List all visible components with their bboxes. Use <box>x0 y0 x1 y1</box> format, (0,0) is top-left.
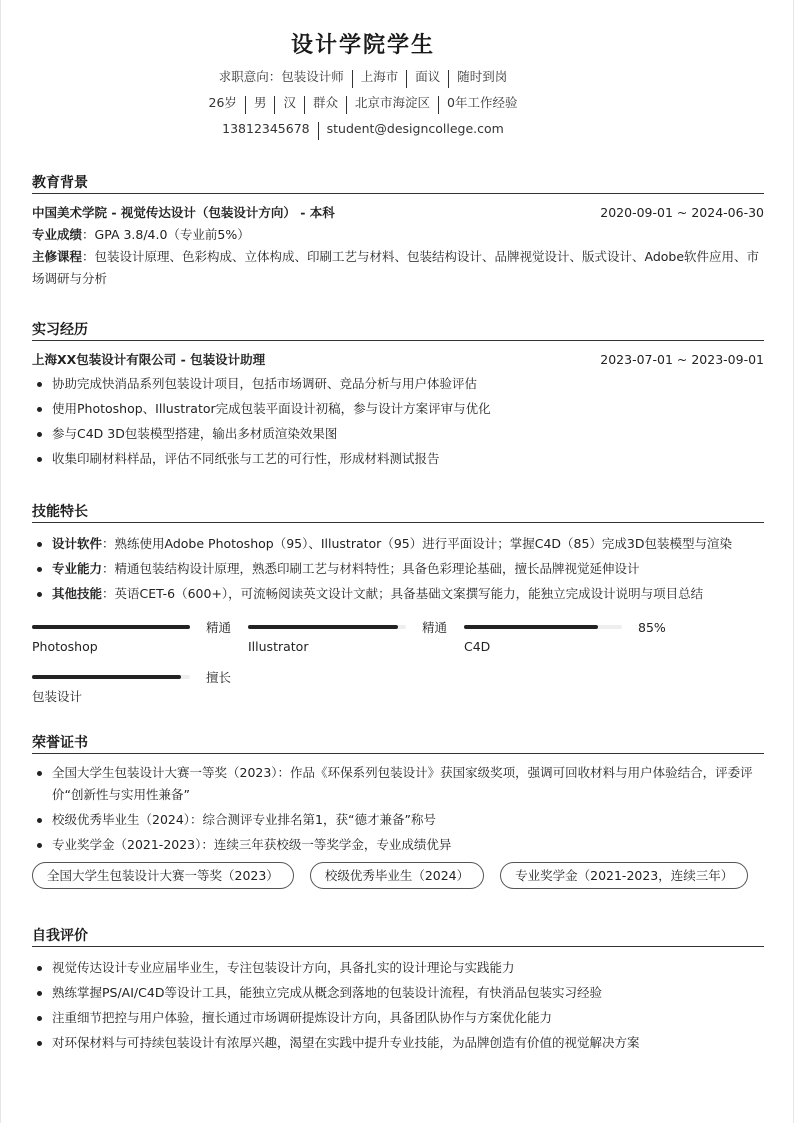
list-item: 协助完成快消品系列包装设计项目，包括市场调研、竞品分析与用户体验评估 <box>32 373 764 395</box>
education-date: 2020-09-01 ~ 2024-06-30 <box>600 205 764 220</box>
skill-bar-row <box>32 617 248 637</box>
list-item: 对环保材料与可持续包装设计有浓厚兴趣，渴望在实践中提升专业技能，为品牌创造有价值的视觉解决方案 <box>32 1032 764 1054</box>
section-education <box>32 172 764 290</box>
skill-track <box>248 625 406 629</box>
section-title-education: 教育背景 <box>32 172 764 194</box>
internship-bullets <box>32 373 764 470</box>
skill-text: ：英语CET-6（600+），可流畅阅读英文设计文献；具备基础文案撰写能力，能独立完成设计说明与项目总结 <box>102 586 704 601</box>
work-experience: 0年工作经验 <box>438 96 525 114</box>
skill-bar-row <box>32 667 248 687</box>
list-item: 专业奖学金（2021-2023）：连续三年获校级一等奖学金，专业成绩优异 <box>32 834 764 856</box>
skill-level: 精通 <box>206 620 232 635</box>
education-row-head <box>32 202 764 224</box>
list-item <box>32 583 764 605</box>
skill-fill <box>32 675 181 679</box>
list-item <box>32 558 764 580</box>
skill-bar-row <box>248 617 464 637</box>
list-item: 使用Photoshop、Illustrator完成包装平面设计初稿，参与设计方案评审与优化 <box>32 398 764 420</box>
skill-track <box>32 625 190 629</box>
list-item: 熟练掌握PS/AI/C4D等设计工具，能独立完成从概念到落地的包装设计流程，有快消品包装实习经验 <box>32 982 764 1004</box>
age: 26岁 <box>208 95 237 110</box>
gpa-line <box>32 224 764 246</box>
company-line: 上海XX包装设计有限公司 - 包装设计助理 <box>32 352 266 367</box>
list-item: 校级优秀毕业生（2024）：综合测评专业排名第1，获“德才兼备”称号 <box>32 809 764 831</box>
email: student@designcollege.com <box>318 122 512 140</box>
skill-fill <box>248 625 398 629</box>
skill-bars <box>32 617 764 717</box>
info-line-job <box>31 66 695 88</box>
list-item: 全国大学生包装设计大赛一等奖（2023）：作品《环保系列包装设计》获国家级奖项，强调可回收材料与用户体验结合，评委评价“创新性与实用性兼备” <box>32 762 764 806</box>
skill-label: 专业能力 <box>52 561 103 576</box>
job-availability: 随时到岗 <box>448 70 515 88</box>
skill-name: Photoshop <box>32 639 98 654</box>
self-bullets <box>32 957 764 1054</box>
skill-track <box>32 675 190 679</box>
internship-date: 2023-07-01 ~ 2023-09-01 <box>600 352 764 367</box>
list-item: 视觉传达设计专业应届毕业生，专注包装设计方向，具备扎实的设计理论与实践能力 <box>32 957 764 979</box>
skill-name: Illustrator <box>248 639 309 654</box>
skills-bullets <box>32 533 764 605</box>
skill-text: ：精通包装结构设计原理，熟悉印刷工艺与材料特性；具备色彩理论基础，擅长品牌视觉延伸设计 <box>102 561 640 576</box>
skill-level: 擅长 <box>206 670 232 685</box>
ethnicity: 汉 <box>274 96 304 114</box>
list-item: 参与C4D 3D包装模型搭建，输出多材质渲染效果图 <box>32 423 764 445</box>
courses-value: ：包装设计原理、色彩构成、立体构成、印刷工艺与材料、包装结构设计、品牌视觉设计、版式设计、Adobe软件应用、市场调研与分析 <box>32 249 760 286</box>
skill-level: 精通 <box>422 620 448 635</box>
honor-tag: 专业奖学金（2021-2023，连续三年） <box>500 862 748 889</box>
honor-tag: 全国大学生包装设计大赛一等奖（2023） <box>32 862 294 889</box>
resume-header <box>31 30 695 140</box>
skill-bar-item <box>32 617 248 667</box>
courses-line <box>32 246 764 290</box>
skill-bar-item <box>32 667 248 717</box>
skill-label: 设计软件 <box>52 536 103 551</box>
honor-tags <box>32 862 764 889</box>
list-item <box>32 533 764 555</box>
gpa-label: 专业成绩 <box>32 227 83 242</box>
skill-name: C4D <box>464 639 491 654</box>
info-line-personal <box>31 92 695 114</box>
courses-label: 主修课程 <box>32 249 83 264</box>
skill-level: 85% <box>638 619 666 635</box>
section-internship <box>32 319 764 473</box>
political-status: 群众 <box>304 96 346 114</box>
job-intention: 求职意向：包装设计师 <box>218 69 344 84</box>
phone: 13812345678 <box>222 121 310 136</box>
section-title-internship: 实习经历 <box>32 319 764 341</box>
section-title-self: 自我评价 <box>32 925 764 947</box>
skill-fill <box>32 625 190 629</box>
section-title-skills: 技能特长 <box>32 501 764 523</box>
honor-tag: 校级优秀毕业生（2024） <box>310 862 484 889</box>
skill-label: 其他技能 <box>52 586 103 601</box>
skill-track <box>464 625 622 629</box>
skill-bar-item <box>464 617 680 667</box>
candidate-name: 设计学院学生 <box>290 33 435 58</box>
skill-text: ：熟练使用Adobe Photoshop（95）、Illustrator（95）进行平面设计；掌握C4D（85）完成3D包装模型与渲染 <box>102 536 733 551</box>
gender: 男 <box>245 96 275 114</box>
job-city: 上海市 <box>352 70 407 88</box>
job-salary: 面议 <box>406 70 448 88</box>
gpa-value: ：GPA 3.8/4.0（专业前5%） <box>82 227 250 242</box>
skill-fill <box>464 625 598 629</box>
skill-bar-row <box>464 617 680 637</box>
section-title-honors: 荣誉证书 <box>32 732 764 754</box>
list-item: 注重细节把控与用户体验，擅长通过市场调研提炼设计方向，具备团队协作与方案优化能力 <box>32 1007 764 1029</box>
internship-row-head <box>32 349 764 371</box>
honors-bullets <box>32 762 764 856</box>
skill-name: 包装设计 <box>32 689 83 704</box>
section-self-evaluation <box>32 925 764 1057</box>
location: 北京市海淀区 <box>346 96 438 114</box>
info-line-contact <box>31 118 695 140</box>
list-item: 收集印刷材料样品，评估不同纸张与工艺的可行性，形成材料测试报告 <box>32 448 764 470</box>
skill-bar-item <box>248 617 464 667</box>
section-honors <box>32 732 764 889</box>
school-line: 中国美术学院 - 视觉传达设计（包装设计方向） - 本科 <box>32 205 335 220</box>
section-skills <box>32 501 764 717</box>
